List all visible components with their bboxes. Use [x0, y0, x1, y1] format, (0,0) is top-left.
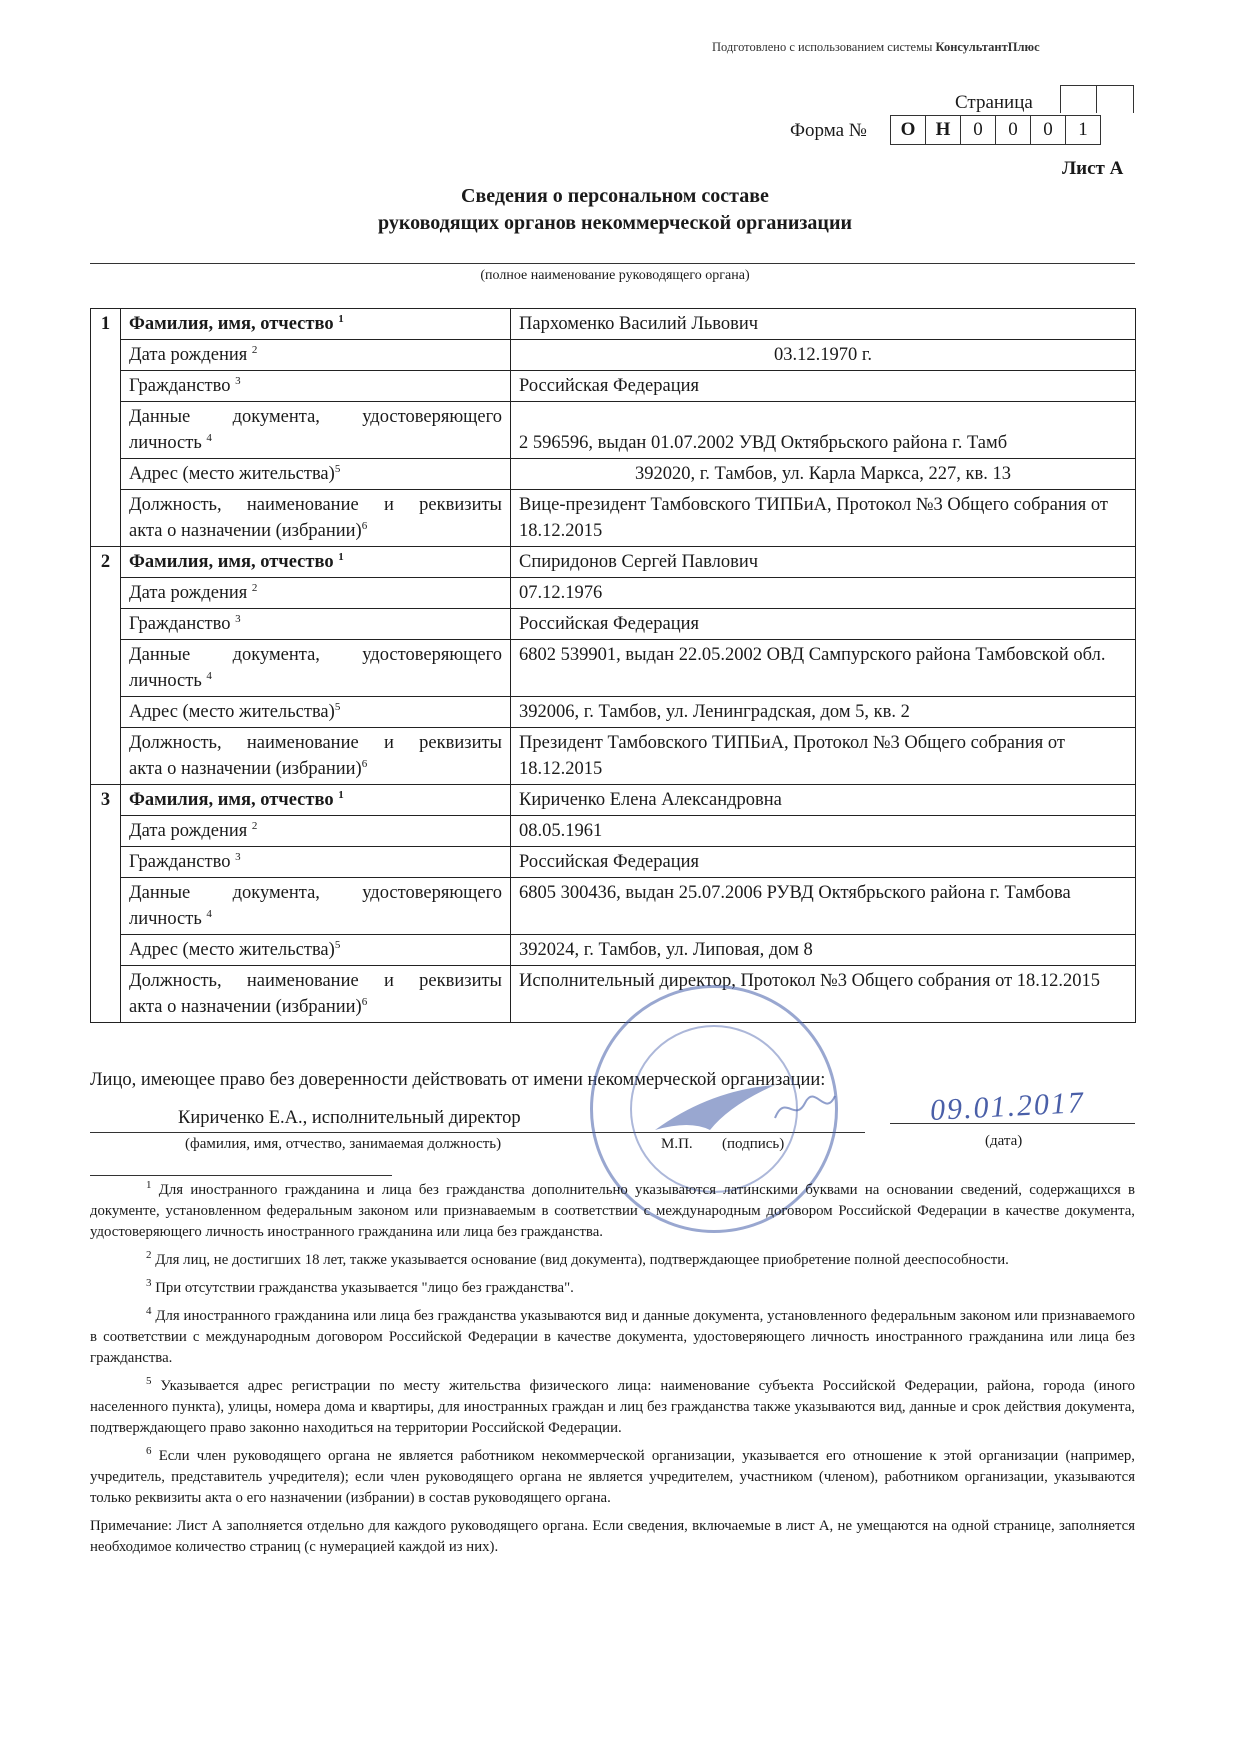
- footnote: $^6$ Если член руководящего органа не является работником некоммерческой организации, указывается его отношение к этой организации (например, учредитель, представитель учредителя); если член руководящего органа не является учредителем, участником (членом), работником организации, указываются только реквизиты акта о его назначении (избрании) в состав руководящего органа.: [90, 1445, 1135, 1506]
- member-position: Вице-президент Тамбовского ТИПБиА, Протокол №3 Общего собрания от 18.12.2015: [511, 490, 1136, 547]
- table-row: [91, 490, 1136, 547]
- member-fio: Пархоменко Василий Львович: [511, 309, 1136, 340]
- label-address: Адрес (место жительства)$^5$: [121, 459, 511, 490]
- label-citizenship: Гражданство $^3$: [121, 371, 511, 402]
- page-number-box: [1060, 85, 1134, 113]
- table-row: [91, 697, 1136, 728]
- table-row: [91, 847, 1136, 878]
- label-citizenship: Гражданство $^3$: [121, 609, 511, 640]
- label-address: Адрес (место жительства)$^5$: [121, 697, 511, 728]
- sheet-label: Лист А: [1062, 158, 1124, 179]
- member-position: Президент Тамбовского ТИПБиА, Протокол №3 Общего собрания от 18.12.2015: [511, 728, 1136, 785]
- authorized-person-text: Лицо, имеющее право без доверенности действовать от имени некоммерческой организации:: [90, 1070, 826, 1090]
- member-birth: 08.05.1961: [511, 816, 1136, 847]
- date-caption: (дата): [985, 1133, 1023, 1149]
- form-code-cell: 0: [960, 116, 995, 144]
- signature-caption: (подпись): [722, 1136, 785, 1152]
- label-birth: Дата рождения $^2$: [121, 816, 511, 847]
- form-code-cell: Н: [925, 116, 960, 144]
- table-row: [91, 935, 1136, 966]
- representative-caption: (фамилия, имя, отчество, занимаемая должность): [185, 1136, 502, 1152]
- form-code-cell: О: [900, 119, 916, 140]
- member-fio: Спиридонов Сергей Павлович: [511, 547, 1136, 578]
- table-row: [91, 878, 1136, 935]
- member-birth: 03.12.1970 г.: [511, 340, 1136, 371]
- consultant-brand: КонсультантПлюс: [935, 40, 1040, 54]
- member-citizenship: Российская Федерация: [511, 371, 1136, 402]
- member-birth: 07.12.1976: [511, 578, 1136, 609]
- form-code-cell: 1: [1065, 116, 1100, 144]
- label-position: Должность, наименование и реквизиты акта о назначении (избрании)$^6$: [121, 490, 511, 547]
- body-name-caption: (полное наименование руководящего органа): [480, 268, 750, 283]
- member-document: 2 596596, выдан 01.07.2002 УВД Октябрьского района г. Тамб: [511, 402, 1136, 459]
- date-line: [890, 1123, 1135, 1124]
- footnote: $^2$ Для лиц, не достигших 18 лет, также указывается основание (вид документа), подтверждающее приобретение полной дееспособности.: [146, 1249, 1009, 1268]
- member-address: 392020, г. Тамбов, ул. Карла Маркса, 227, кв. 13: [511, 459, 1136, 490]
- table-row: [91, 640, 1136, 697]
- label-birth: Дата рождения $^2$: [121, 340, 511, 371]
- table-row: [91, 785, 1136, 816]
- label-document: Данные документа, удостоверяющего личность $^4$: [121, 640, 511, 697]
- form-label: Форма №: [790, 120, 867, 141]
- label-document: Данные документа, удостоверяющего личность $^4$: [121, 878, 511, 935]
- label-fio: Фамилия, имя, отчество $^1$: [121, 785, 511, 816]
- stamp-emblem-icon: [650, 1080, 780, 1150]
- table-row: [91, 816, 1136, 847]
- form-code-cell: 0: [1030, 116, 1065, 144]
- footnotes: [90, 1180, 1135, 1565]
- document-title-line1: Сведения о персональном составе: [461, 185, 769, 207]
- document-title-line2: руководящих органов некоммерческой организации: [377, 212, 853, 234]
- label-birth: Дата рождения $^2$: [121, 578, 511, 609]
- member-document: 6802 539901, выдан 22.05.2002 ОВД Сампурского района Тамбовской обл.: [511, 640, 1136, 697]
- member-number: 3: [91, 785, 121, 1023]
- header-note: Подготовлено с использованием системы КонсультантПлюс: [712, 40, 1040, 54]
- footnote: $^5$ Указывается адрес регистрации по месту жительства физического лица: наименование субъекта Российской Федерации, района, города (иного населенного пункта), улицы, номера дома и квартиры, для иностранных граждан и лиц без гражданства также указываются вид, данные и срок действия документа, подтверждающего право законно находиться на территории Российской Федерации.: [90, 1375, 1136, 1436]
- label-fio: Фамилия, имя, отчество $^1$: [121, 309, 511, 340]
- member-document: 6805 300436, выдан 25.07.2006 РУВД Октябрьского района г. Тамбова: [511, 878, 1136, 935]
- footnote: $^4$ Для иностранного гражданина или лица без гражданства указываются вид и данные документа, установленного федеральным законом или признаваемого в соответствии с международным договором Российской Федерации в качестве документа, удостоверяющего личность иностранного гражданина или лица без гражданства.: [90, 1305, 1135, 1366]
- member-citizenship: Российская Федерация: [511, 609, 1136, 640]
- member-address: 392024, г. Тамбов, ул. Липовая, дом 8: [511, 935, 1136, 966]
- table-row: [91, 459, 1136, 490]
- handwritten-signature-icon: [770, 1088, 840, 1128]
- handwritten-date: 09.01.2017: [929, 1085, 1086, 1128]
- table-row: [91, 966, 1136, 1023]
- page-label: Страница: [955, 92, 1033, 113]
- members-table: [90, 308, 1136, 1023]
- footnote: $^1$ Для иностранного гражданина и лица без гражданства дополнительно указываются латинскими буквами на основании сведений, содержащихся в документе, установленном федеральным законом или признаваемым в соответствии с международным договором Российской Федерации в качестве документа, удостоверяющего личность иностранного гражданина или лица без гражданства.: [90, 1179, 1136, 1240]
- member-citizenship: Российская Федерация: [511, 847, 1136, 878]
- form-code-cells: [890, 115, 1101, 145]
- table-row: [91, 578, 1136, 609]
- member-number: 1: [91, 309, 121, 547]
- representative-name: Кириченко Е.А., исполнительный директор: [178, 1108, 521, 1128]
- table-row: [91, 728, 1136, 785]
- footnote-separator: [90, 1175, 392, 1176]
- table-row: [91, 309, 1136, 340]
- table-row: [91, 547, 1136, 578]
- body-name-field-line: [90, 263, 1135, 264]
- table-row: [91, 402, 1136, 459]
- stamp-place-caption: М.П.: [661, 1136, 693, 1152]
- table-row: [91, 371, 1136, 402]
- label-document: Данные документа, удостоверяющего личность $^4$: [121, 402, 511, 459]
- member-number: 2: [91, 547, 121, 785]
- member-position: Исполнительный директор, Протокол №3 Общего собрания от 18.12.2015: [511, 966, 1136, 1023]
- label-position: Должность, наименование и реквизиты акта о назначении (избрании)$^6$: [121, 728, 511, 785]
- label-citizenship: Гражданство $^3$: [121, 847, 511, 878]
- table-row: [91, 340, 1136, 371]
- label-address: Адрес (место жительства)$^5$: [121, 935, 511, 966]
- member-address: 392006, г. Тамбов, ул. Ленинградская, дом 5, кв. 2: [511, 697, 1136, 728]
- label-fio: Фамилия, имя, отчество $^1$: [121, 547, 511, 578]
- table-row: [91, 609, 1136, 640]
- note-text: Примечание: Лист А заполняется отдельно для каждого руководящего органа. Если сведения, включаемые в лист А, не умещаются на одной странице, заполняется необходимое количество страниц (с нумерацией каждой из них).: [90, 1518, 1135, 1555]
- form-code-cell: 0: [995, 116, 1030, 144]
- footnote: $^3$ При отсутствии гражданства указывается "лицо без гражданства".: [146, 1277, 574, 1296]
- label-position: Должность, наименование и реквизиты акта о назначении (избрании)$^6$: [121, 966, 511, 1023]
- member-fio: Кириченко Елена Александровна: [511, 785, 1136, 816]
